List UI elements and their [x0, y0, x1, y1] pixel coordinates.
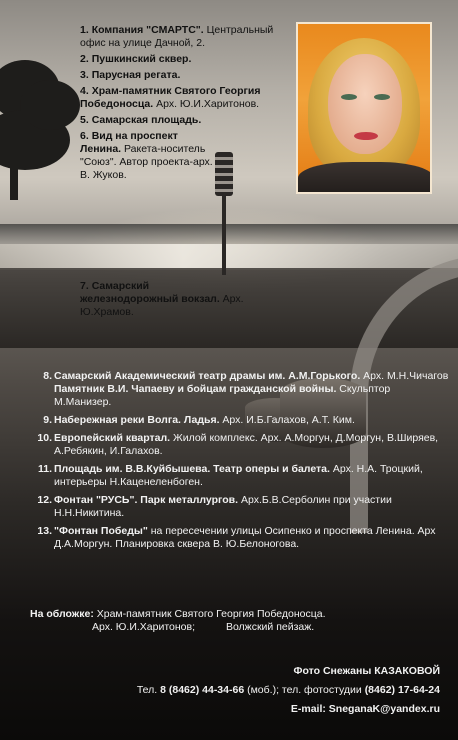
caption-item: 12. Фонтан "РУСЬ". Парк металлургов. Арх.Б.В.Серболин при участии Н.Н.Никитина.: [37, 494, 392, 519]
cover-label: На обложке:: [30, 608, 94, 620]
caption-item: 9. Набережная реки Волга. Ладья. Арх. И.Б.Галахов, А.Т. Ким.: [43, 414, 355, 426]
caption-item: 1. Компания "СМАРТС". Центральный офис на улице Дачной, 2.: [80, 24, 274, 49]
caption-item: 5. Самарская площадь.: [80, 114, 202, 126]
email-link[interactable]: SneganaK@yandex.ru: [328, 703, 440, 715]
photo-caption-list-top: [80, 24, 294, 185]
cover-line-3: Волжский пейзаж.: [225, 621, 315, 633]
caption-item: 10. Европейский квартал. Жилой комплекс. Арх. А.Моргун, Д.Моргун, В.Ширяев, А.Ребякин, И.Галахов.: [37, 432, 439, 457]
photo-credit: Фото Снежаны КАЗАКОВОЙ: [293, 665, 440, 677]
caption-item-7: 7. Самарский железнодорожный вокзал. Арх. Ю.Храмов.: [80, 280, 244, 318]
photographer-portrait: [296, 22, 432, 194]
caption-item: 2. Пушкинский сквер.: [80, 53, 192, 65]
caption-item: 13. "Фонтан Победы" на пересечении улицы Осипенко и проспекта Ленина. Арх Д.А.Моргун. Планировка сквера В. Ю.Белоногова.: [37, 525, 436, 550]
cover-note: [30, 608, 430, 634]
river-reflection: [0, 244, 458, 270]
email-line: E-mail: SneganaK@yandex.ru: [290, 703, 440, 715]
caption-item: 8. Самарский Академический театр драмы им. А.М.Горького. Арх. М.Н.Чичагов Памятник В.И. Чапаеву и бойцам гражданской войны. Скульптор М.Манизер.: [43, 370, 449, 408]
horizon: [0, 224, 458, 244]
photo-caption-list-bottom: [30, 370, 450, 556]
caption-item: 11. Площадь им. В.В.Куйбышева. Театр оперы и балета. Арх. Н.А. Троцкий, интерьеры Н.Каценеленбоген.: [37, 463, 423, 488]
caption-item: 3. Парусная регата.: [80, 69, 181, 81]
cover-line-1: Храм-памятник Святого Георгия Победоносца.: [96, 608, 326, 620]
credits: [40, 665, 440, 722]
cover-line-2: Арх. Ю.И.Харитонов;: [92, 621, 196, 633]
phone-line: Тел. 8 (8462) 44-34-66 (моб.); тел. фотостудии (8462) 17-64-24: [136, 684, 440, 696]
tree-silhouette: [0, 50, 90, 190]
caption-item: 4. Храм-памятник Святого Георгия Победоносца. Арх. Ю.И.Харитонов.: [80, 85, 261, 110]
caption-item: 6. Вид на проспект Ленина. Ракета-носитель "Союз". Автор проекта-арх. В. Жуков.: [80, 130, 213, 181]
